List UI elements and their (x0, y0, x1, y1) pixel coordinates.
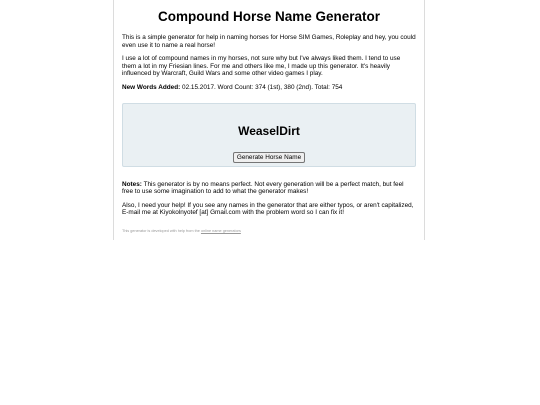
help-paragraph: Also, I need your help! If you see any names in the generator that are either typos, or aren't capitalized, E-mail me at Kiyokolnyotef [at] Gmail.com with the problem word so I can fix it! (122, 201, 414, 217)
intro-paragraph-2: I use a lot of compound names in my horses, not sure why but I've always liked them. I tend to use them a lot in my Friesian lines. For me and others like me, I made up this generator. It's heavily influenced by Warcraft, Guild Wars and some other video games I play. (122, 55, 401, 78)
new-words-paragraph (122, 84, 416, 92)
footer (122, 229, 416, 233)
page-title: Compound Horse Name Generator (157, 9, 381, 24)
page-container (113, 0, 425, 240)
generated-name: WeaselDirt (238, 123, 300, 138)
new-words-text: 02.15.2017. Word Count: 374 (1st), 380 (2nd). Total: 754 (182, 83, 343, 91)
generator-box (122, 103, 416, 167)
generate-horse-name-button[interactable]: Generate Horse Name (233, 152, 305, 163)
intro-paragraph-1: This is a simple generator for help in naming horses for Horse SIM Games, Roleplay and hey, you could even use it to name a real horse! (122, 34, 416, 49)
new-words-label: New Words Added: (122, 83, 181, 91)
notes-label: Notes: (122, 180, 142, 188)
notes-paragraph (122, 181, 416, 196)
footer-link[interactable]: online name generators (200, 228, 241, 233)
footer-text: This generator is developed with help from the (122, 228, 200, 233)
notes-text: This generator is by no means perfect. Not every generation will be a perfect match, but feel free to use some imagination to add to what the generator makes! (122, 180, 404, 196)
